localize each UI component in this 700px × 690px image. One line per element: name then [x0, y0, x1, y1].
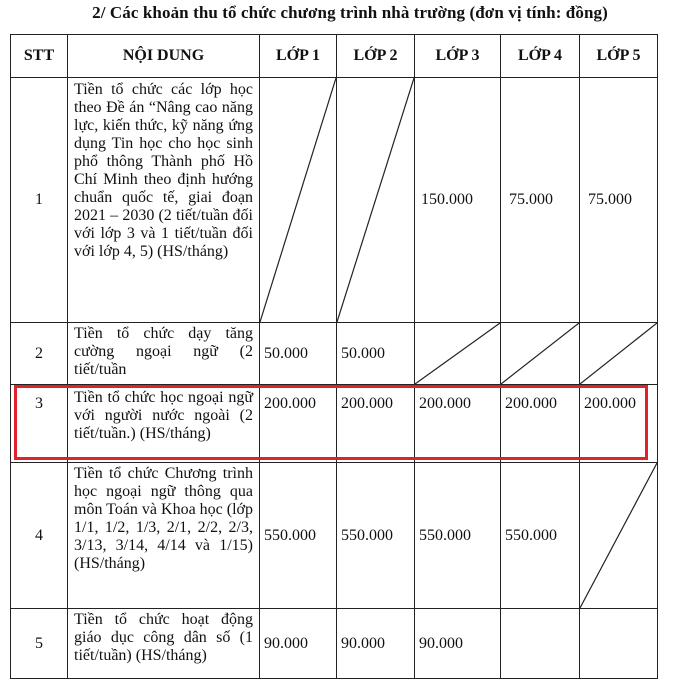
- value-cell: 90.000: [337, 609, 415, 679]
- row-number: 4: [11, 463, 68, 609]
- value-cell: 90.000: [415, 609, 501, 679]
- row-content: Tiền tổ chức dạy tăng cường ngoại ngữ (2 tiết/tuần: [68, 323, 260, 385]
- diagonal-slash: [501, 323, 579, 384]
- value-cell: 75.000: [580, 78, 658, 323]
- value-cell: 150.000: [415, 78, 501, 323]
- header-grade-4: LỚP 4: [501, 35, 580, 78]
- table-row: [11, 323, 658, 385]
- header-grade-1: LỚP 1: [260, 35, 337, 78]
- value-cell: 200.000: [501, 385, 580, 463]
- diagonal-slash: [580, 463, 657, 608]
- value-cell: 550.000: [260, 463, 337, 609]
- value-cell: 200.000: [337, 385, 415, 463]
- value-cell: 550.000: [337, 463, 415, 609]
- empty-cell: [580, 323, 658, 385]
- empty-cell: [501, 323, 580, 385]
- row-number: 2: [11, 323, 68, 385]
- diagonal-slash: [415, 323, 500, 384]
- value-cell: 50.000: [260, 323, 337, 385]
- table-row: [11, 609, 658, 679]
- table-row: [11, 463, 658, 609]
- row-content: Tiền tổ chức Chương trình học ngoại ngữ thông qua môn Toán và Khoa học (lớp 1/1, 1/2, 1/3, 2/1, 2/2, 2/3, 3/13, 3/14, 4/14 và 1/15) (HS/tháng): [68, 463, 260, 609]
- diagonal-slash: [580, 323, 657, 384]
- empty-cell: [337, 78, 415, 323]
- diagonal-slash: [337, 78, 414, 322]
- empty-cell: [415, 323, 501, 385]
- header-grade-5: LỚP 5: [580, 35, 658, 78]
- section-title: 2/ Các khoản thu tổ chức chương trình nhà trường (đơn vị tính: đồng): [92, 3, 608, 22]
- value-cell: 75.000: [501, 78, 580, 323]
- empty-cell: [580, 463, 658, 609]
- highlight-box: [14, 385, 648, 460]
- diagonal-slash: [260, 78, 336, 322]
- empty-cell: [260, 78, 337, 323]
- fee-table: [10, 34, 658, 679]
- value-cell: 550.000: [501, 463, 580, 609]
- header-row: [11, 35, 658, 78]
- row-number: 5: [11, 609, 68, 679]
- row-content: Tiền tổ chức hoạt động giáo dục công dân số (1 tiết/tuần) (HS/tháng): [68, 609, 260, 679]
- row-number: 1: [11, 78, 68, 323]
- row-number: 3: [11, 385, 68, 463]
- value-cell: 200.000: [260, 385, 337, 463]
- header-content: NỘI DUNG: [68, 35, 260, 78]
- value-cell: 50.000: [337, 323, 415, 385]
- header-stt: STT: [11, 35, 68, 78]
- row-content: Tiền tổ chức học ngoại ngữ với người nước ngoài (2 tiết/tuần.) (HS/tháng): [68, 385, 260, 463]
- header-grade-2: LỚP 2: [337, 35, 415, 78]
- value-cell: 200.000: [415, 385, 501, 463]
- table-row: [11, 78, 658, 323]
- header-grade-3: LỚP 3: [415, 35, 501, 78]
- value-cell: 90.000: [260, 609, 337, 679]
- empty-cell: [580, 609, 658, 679]
- row-content: Tiền tổ chức các lớp học theo Đề án “Nâng cao năng lực, kiến thức, kỹ năng ứng dụng Tin học cho học sinh phổ thông Thành phố Hồ Chí Minh theo định hướng chuẩn quốc tế, giai đoạn 2021 – 2030 (2 tiết/tuần đối với lớp 3 và 1 tiết/tuần đối với lớp 4, 5) (HS/tháng): [68, 78, 260, 323]
- value-cell: 550.000: [415, 463, 501, 609]
- empty-cell: [501, 609, 580, 679]
- value-cell: 200.000: [580, 385, 658, 463]
